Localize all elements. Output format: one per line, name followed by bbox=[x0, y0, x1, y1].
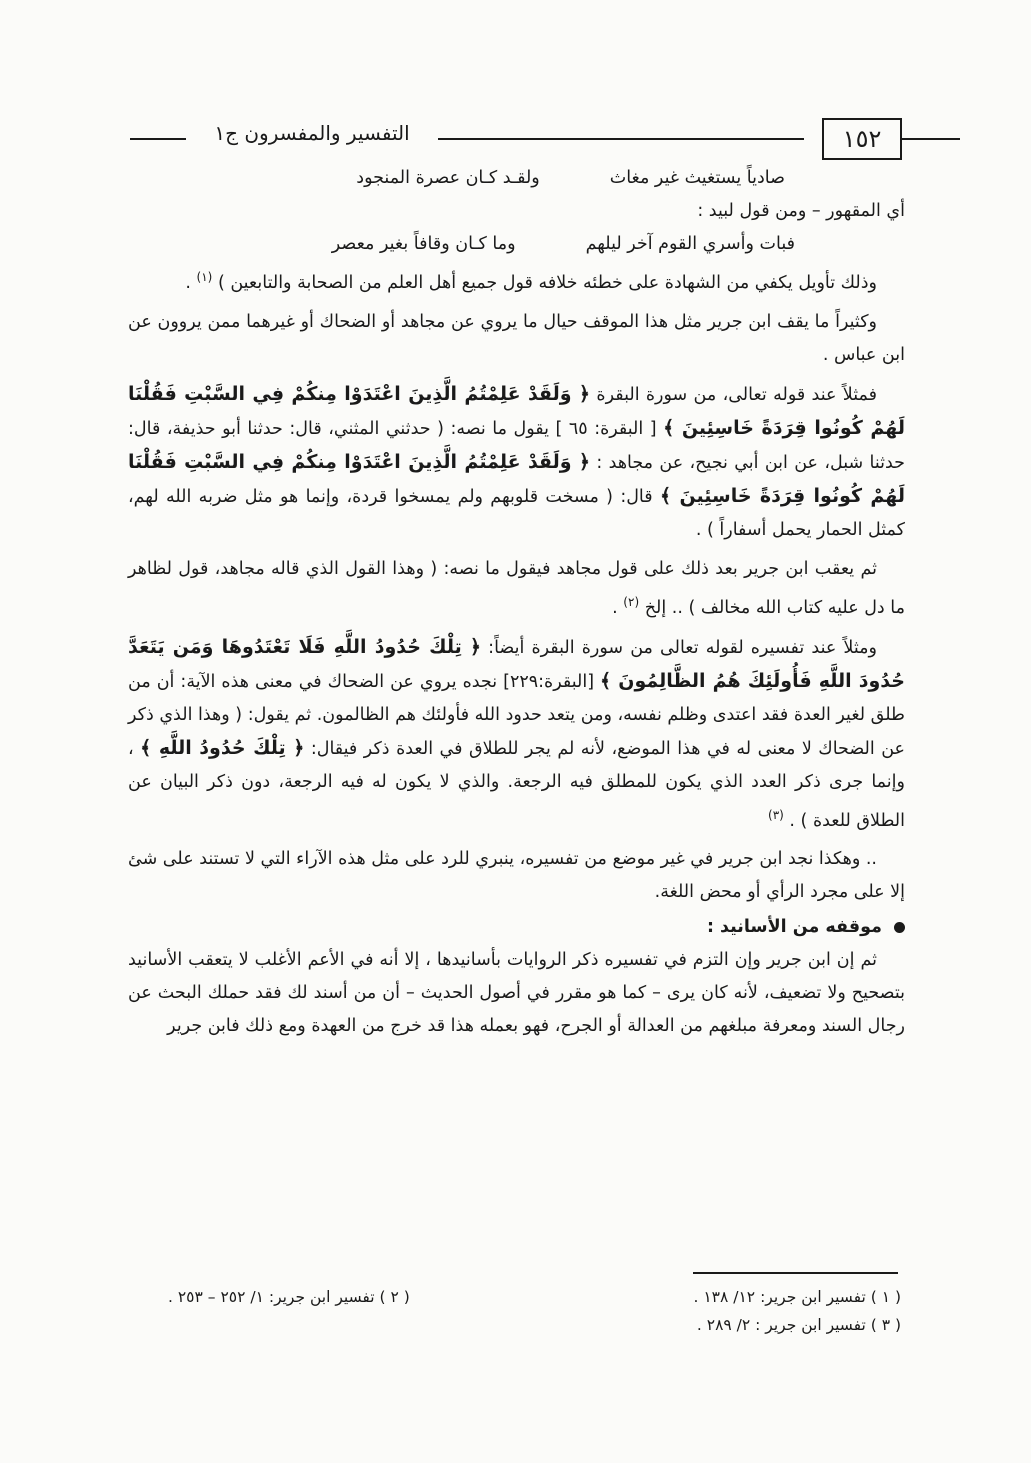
footnote-ref-2: (٢) bbox=[623, 594, 640, 609]
running-title: التفسير والمفسرون ج١ bbox=[214, 121, 410, 145]
page-body bbox=[128, 162, 905, 1043]
verse-2-second-hemistich: وما كـان وقافاً بغير معصر bbox=[331, 234, 516, 254]
labid-intro-line: أي المقهور – ومن قول لبيد : bbox=[697, 201, 905, 221]
section-heading bbox=[128, 911, 905, 944]
verse-1-second-hemistich: ولقـد كـان عصرة المنجود bbox=[356, 168, 540, 188]
verse-2-first-hemistich: فبات وأسري القوم آخر ليلهم bbox=[585, 234, 795, 254]
footnote-ref-1: (١) bbox=[196, 270, 213, 284]
quran-verse-baqara-229: ﴿ تِلْكَ حُدُودُ اللَّهِ فَلَا تَعْتَدُوهَا وَمَن يَتَعَدَّ حُدُودَ اللَّهِ فَأُولَئِكَ هُمُ الظَّالِمُونَ ﴾ bbox=[128, 635, 905, 692]
paragraph-4: ثم يعقب ابن جرير بعد ذلك على قول مجاهد فيقول ما نصه: ( وهذا القول الذي قاله مجاهد، قول لظاهر ما دل عليه كتاب الله مخالف ) .. إلخ $^{(٢)}$ . bbox=[128, 558, 905, 618]
verse-1-first-hemistich: صادياً يستغيث غير مغاث bbox=[609, 168, 785, 188]
paragraph-5 bbox=[128, 631, 905, 838]
header-rule-left bbox=[130, 138, 186, 140]
paragraph-5-intro: ومثلاً عند تفسيره لقوله تعالى من سورة البقرة أيضاً: bbox=[488, 637, 877, 658]
footnote-2: ( ٢ ) تفسير ابن جرير: ١/ ٢٥٢ – ٢٥٣ . bbox=[168, 1288, 410, 1306]
quran-verse-baqara-65-b: ﴿ وَلَقَدْ عَلِمْتُمُ الَّذِينَ اعْتَدَوْا مِنكُمْ فِي السَّبْتِ فَقُلْنَا لَهُمْ كُونُوا قِرَدَةً خَاسِئِينَ ﴾ bbox=[128, 450, 905, 507]
quran-verse-baqara-65-a: ﴿ وَلَقَدْ عَلِمْتُمُ الَّذِينَ اعْتَدَوْا مِنكُمْ فِي السَّبْتِ فَقُلْنَا لَهُمْ كُونُوا قِرَدَةً خَاسِئِينَ ﴾ bbox=[128, 382, 905, 439]
paragraph-3-isnad: [ البقرة: ٦٥ ] يقول ما نصه: ( حدثني المثني، قال: حدثنا أبو حذيفة، قال: حدثنا شبل، عن ابن أبي نجيح، عن مجاهد : bbox=[128, 418, 905, 473]
footnote-divider bbox=[693, 1272, 898, 1274]
poetry-verse-1 bbox=[128, 162, 905, 195]
paragraph-3-end: قال: ( مسخت قلوبهم ولم يمسخوا قردة، وإنما هو مثل ضربه الله لهم، كمثل الحمار يحمل أسفاراً ) . bbox=[128, 486, 905, 540]
paragraph-3 bbox=[128, 378, 905, 547]
paragraph-5-end: ، وإنما جرى ذكر العدد الذي يكون للمطلق فيه الرجعة. والذي لا يكون له فيه الرجعة، دون ذكر البيان عن الطلاق للعدة ) . bbox=[128, 738, 905, 831]
poetry-verse-2 bbox=[128, 228, 905, 261]
paragraph-2: وكثيراً ما يقف ابن جرير مثل هذا الموقف حيال ما يروي عن مجاهد أو الضحاك أو غيرهما ممن يروون عن ابن عباس . bbox=[128, 311, 905, 365]
page-number: ١٥٢ bbox=[822, 118, 902, 160]
paragraph-4-text: ثم يعقب ابن جرير بعد ذلك على قول مجاهد فيقول ما نصه: ( وهذا القول الذي قاله مجاهد، قول لظاهر ما دل عليه كتاب الله مخالف ) .. إلخ bbox=[128, 558, 905, 618]
footnote-3: ( ٣ ) تفسير ابن جرير : ٢/ ٢٨٩ . bbox=[696, 1316, 901, 1334]
footnote-1: ( ١ ) تفسير ابن جرير: ١٢/ ١٣٨ . bbox=[693, 1288, 901, 1306]
bullet-icon bbox=[894, 922, 905, 933]
paragraph-7: ثم إن ابن جرير وإن التزم في تفسيره ذكر الروايات بأسانيدها ، إلا أنه في الأعم الأغلب لا يتعقب الأسانيد بتصحيح ولا تضعيف، لأنه كان يرى – كما هو مقرر في أصول الحديث – أن من أسند لك فقد حملك البحث عن رجال السند ومعرفة مبلغهم من العدالة أو الجرح، فهو بعمله هذا قد خرج من العهدة ومع ذلك فابن جرير bbox=[128, 950, 905, 1037]
paragraph-1-text: وذلك تأويل يكفي من الشهادة على خطئه خلافه قول جميع أهل العلم من الصحابة والتابعين ) bbox=[217, 272, 877, 293]
header-rule-middle bbox=[438, 138, 804, 140]
paragraph-3-intro: فمثلاً عند قوله تعالى، من سورة البقرة bbox=[596, 384, 877, 405]
paragraph-5-body: [البقرة:٢٢٩] نجده يروي عن الضحاك في معنى هذه الآية: أن من طلق لغير العدة فقد اعتدى وظلم نفسه، ومن يتعد حدود الله فأولئك هم الظالمون. ثم يقول: ( وهذا الذي ذكر عن الضحاك لا معنى له في هذا الموضع، لأنه لم يجر للطلاق في العدة ذكر فيقال: bbox=[128, 671, 905, 759]
footnote-ref-3: (٣) bbox=[768, 807, 784, 822]
quran-verse-hudud-allah: ﴿ تِلْكَ حُدُودُ اللَّهِ ﴾ bbox=[140, 736, 305, 759]
paragraph-6: .. وهكذا نجد ابن جرير في غير موضع من تفسيره، ينبري للرد على مثل هذه الآراء التي لا تستند على شئ إلا على مجرد الرأي أو محض اللغة. bbox=[128, 849, 905, 903]
section-heading-text: موقفه من الأسانيد : bbox=[706, 917, 882, 938]
paragraph-1: وذلك تأويل يكفي من الشهادة على خطئه خلافه قول جميع أهل العلم من الصحابة والتابعين ) $^{(١)}$ . bbox=[185, 270, 877, 293]
